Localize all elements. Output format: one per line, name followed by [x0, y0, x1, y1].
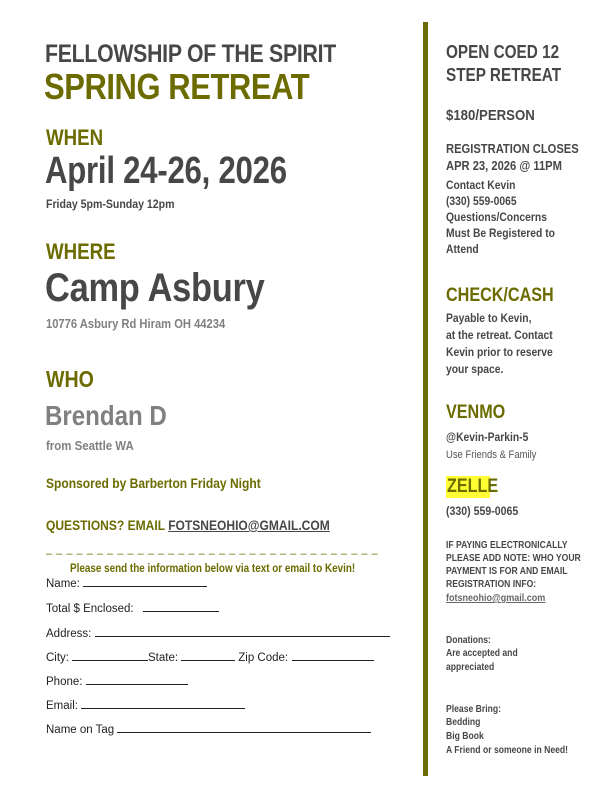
state-blank[interactable] [181, 650, 235, 661]
elec-line4: REGISTRATION INFO: [446, 579, 537, 590]
tag-label: Name on Tag [46, 724, 115, 736]
email-label: Email: [46, 700, 78, 712]
reg-contact: Contact Kevin [446, 178, 516, 192]
questions-prefix: QUESTIONS? EMAIL [46, 517, 169, 533]
donations-line2: Are accepted and [446, 648, 518, 659]
name-blank[interactable] [83, 576, 207, 587]
who-name: Brendan D [45, 400, 167, 431]
city-state-zip-field [46, 650, 374, 664]
address-field [46, 626, 390, 640]
where-place: Camp Asbury [45, 266, 265, 310]
tag-field [46, 722, 371, 736]
price: $180/PERSON [446, 107, 535, 124]
donations-line3: appreciated [446, 662, 495, 673]
zip-label: Zip Code: [238, 652, 289, 664]
reg-line1: REGISTRATION CLOSES [446, 141, 579, 156]
total-field [46, 601, 219, 615]
elec-line1: IF PAYING ELECTRONICALLY [446, 540, 568, 551]
reg-phone: (330) 559-0065 [446, 194, 517, 208]
right-heading-line2: STEP RETREAT [446, 65, 562, 85]
check-line1: Payable to Kevin, [446, 311, 532, 325]
bring-line3: Big Book [446, 731, 484, 742]
reg-must1: Must Be Registered to [446, 226, 555, 240]
zelle-heading: ZELLE [447, 476, 499, 497]
phone-field [46, 674, 188, 688]
address-blank[interactable] [95, 626, 390, 637]
donations-line1: Donations: [446, 635, 491, 646]
check-line3: Kevin prior to reserve [446, 345, 553, 359]
name-label: Name: [46, 578, 80, 590]
elec-email-link[interactable]: fotsneohio@gmail.com [446, 593, 546, 604]
venmo-heading: VENMO [446, 402, 506, 423]
reg-line2: APR 23, 2026 @ 11PM [446, 158, 562, 173]
column-divider [423, 22, 428, 776]
city-label: City: [46, 652, 69, 664]
bring-line2: Bedding [446, 717, 481, 728]
bring-line1: Please Bring: [446, 704, 501, 715]
city-blank[interactable] [72, 650, 148, 661]
venmo-handle: @Kevin-Parkin-5 [446, 430, 529, 444]
who-from: from Seattle WA [46, 438, 134, 453]
check-line4: your space. [446, 362, 504, 376]
when-date: April 24-26, 2026 [45, 150, 287, 192]
email-field [46, 698, 245, 712]
right-heading-line1: OPEN COED 12 [446, 42, 560, 62]
form-instruction: Please send the information below via text or email to Kevin! [70, 563, 356, 575]
tag-blank[interactable] [117, 722, 371, 733]
zelle-phone: (330) 559-0065 [446, 504, 519, 518]
who-heading: WHO [46, 366, 94, 392]
venmo-note: Use Friends & Family [446, 449, 537, 461]
phone-label: Phone: [46, 676, 83, 688]
title-line2: SPRING RETREAT [44, 66, 310, 107]
when-heading: WHEN [46, 125, 104, 150]
total-blank[interactable] [143, 601, 219, 612]
elec-line2: PLEASE ADD NOTE: WHO YOUR [446, 553, 581, 564]
state-label: State: [148, 652, 179, 664]
questions-email-link[interactable]: FOTSNEOHIO@GMAIL.COM [168, 517, 330, 533]
address-label: Address: [46, 628, 92, 640]
event-title [45, 40, 387, 69]
zip-blank[interactable] [292, 650, 374, 661]
form-divider: – – – – – – – – – – – – – – – – – – – – – – – – – – – – – – – – – [46, 548, 379, 560]
questions-line [46, 517, 330, 533]
title-line1: FELLOWSHIP OF THE SPIRIT [45, 40, 337, 68]
bring-line4: A Friend or someone in Need! [446, 745, 569, 756]
where-heading: WHERE [46, 239, 116, 264]
phone-blank[interactable] [86, 674, 188, 685]
reg-must2: Attend [446, 242, 479, 256]
check-line2: at the retreat. Contact [446, 328, 553, 342]
when-time: Friday 5pm-Sunday 12pm [46, 197, 175, 211]
total-label: Total $ Enclosed: [46, 603, 134, 615]
email-blank[interactable] [81, 698, 245, 709]
check-heading: CHECK/CASH [446, 285, 554, 306]
reg-questions: Questions/Concerns [446, 210, 547, 224]
sponsor-text: Sponsored by Barberton Friday Night [46, 475, 261, 491]
name-field [46, 576, 207, 590]
elec-line3: PAYMENT IS FOR AND EMAIL [446, 566, 568, 577]
zelle-highlight [446, 476, 499, 498]
where-address: 10776 Asbury Rd Hiram OH 44234 [46, 316, 226, 331]
